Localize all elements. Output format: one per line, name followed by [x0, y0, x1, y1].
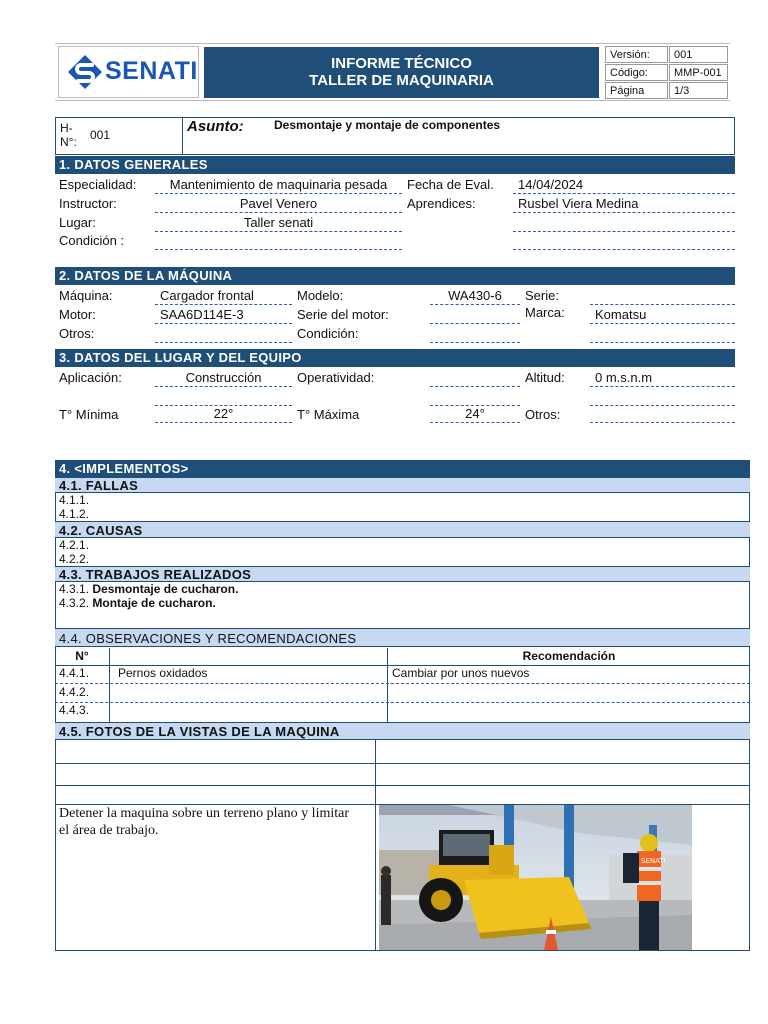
trabajo-2-text: Montaje de cucharon. [92, 596, 216, 610]
photo-hline-1 [55, 763, 750, 764]
report-hn-divider [182, 117, 183, 155]
maquina-value: Cargador frontal [155, 288, 292, 305]
altitud-label: Altitud: [525, 370, 565, 385]
condicion-value [155, 233, 402, 250]
photo-decal-text: SENATI [641, 857, 666, 865]
senati-logo-icon [67, 54, 103, 90]
section2-title: 2. DATOS DE LA MÁQUINA [55, 267, 735, 285]
hn-label: H-N°: [60, 121, 77, 149]
header-title-box [204, 47, 599, 98]
altitud-value: 0 m.s.n.m [590, 370, 735, 387]
obs-col-num-header: N° [75, 649, 89, 663]
section1-title: 1. DATOS GENERALES [55, 156, 735, 174]
instructor-value: Pavel Venero [155, 196, 402, 213]
condicion-label: Condición : [59, 233, 125, 248]
modelo-label: Modelo: [297, 288, 344, 303]
lugar-value: Taller senati [155, 215, 402, 232]
trabajo-1 [59, 582, 238, 596]
condicion-extra-value [590, 326, 735, 343]
trabajo-1-num: 4.3.1. [59, 582, 90, 596]
tmax-value: 24° [430, 406, 520, 423]
aprendices-value: Rusbel Viera Medina [513, 196, 735, 213]
lugar-extra-line [513, 215, 735, 232]
meta-page-label: Página [605, 82, 668, 99]
meta-version-value: 001 [669, 46, 728, 63]
falla-2: 4.1.2. [59, 507, 90, 521]
instructor-label: Instructor: [59, 196, 117, 211]
operatividad-value [430, 370, 520, 387]
causa-1: 4.2.1. [59, 538, 90, 552]
obs-row-1-rec: Cambiar por unos nuevos [392, 666, 530, 680]
logo-text: SENATI [105, 57, 198, 85]
wheel-loader-photo [379, 805, 692, 950]
tmin-label: T° Mínima [59, 407, 119, 422]
obs-row-2-num: 4.4.2. [59, 685, 90, 699]
condicion-maquina-label: Condición: [297, 326, 359, 341]
trabajos-title: 4.3. TRABAJOS REALIZADOS [55, 566, 750, 582]
otros-lugar-label: Otros: [525, 407, 561, 422]
obs-title: 4.4. OBSERVACIONES Y RECOMENDACIONES [55, 628, 750, 647]
obs-row-3 [55, 703, 750, 722]
hn-value: 001 [90, 128, 111, 142]
aplicacion-line2 [155, 389, 292, 406]
motor-value: SAA6D114E-3 [155, 307, 292, 324]
lugar-label: Lugar: [59, 215, 96, 230]
asunto-value: Desmontaje y montaje de componentes [274, 118, 501, 132]
otros-value [155, 326, 292, 343]
fotos-title: 4.5. FOTOS DE LA VISTAS DE LA MAQUINA [55, 722, 750, 740]
condicion-maquina-value [430, 326, 520, 343]
serie-motor-label: Serie del motor: [297, 307, 389, 322]
meta-page-value: 1/3 [669, 82, 728, 99]
fallas-title: 4.1. FALLAS [55, 478, 750, 493]
photo-caption: Detener la maquina sobre un terreno plano y limitar el área de trabajo. [59, 806, 350, 838]
tmax-label: T° Máxima [297, 407, 360, 422]
trabajo-1-text: Desmontaje de cucharon. [92, 582, 239, 596]
operatividad-label: Operatividad: [297, 370, 375, 385]
otros-lugar-value [590, 406, 735, 423]
fecha-value: 14/04/2024 [513, 177, 735, 194]
serie-value [590, 288, 735, 305]
logo-box [58, 46, 199, 98]
causa-2: 4.2.2. [59, 552, 90, 566]
aplicacion-value: Construcción [155, 370, 292, 387]
fecha-label: Fecha de Eval. [407, 177, 494, 192]
aprendices-label: Aprendices: [407, 196, 476, 211]
causas-title: 4.2. CAUSAS [55, 521, 750, 538]
obs-row-1-num: 4.4.1. [59, 666, 90, 680]
motor-label: Motor: [59, 307, 96, 322]
altitud-line2 [590, 389, 735, 406]
condicion-extra-line [513, 233, 735, 250]
serie-motor-value [430, 307, 520, 324]
marca-label: Marca: [525, 305, 565, 320]
maquina-label: Máquina: [59, 288, 113, 303]
obs-row-3-num: 4.4.3. [59, 703, 90, 717]
obs-row-2 [55, 684, 750, 703]
operatividad-line2 [430, 389, 520, 406]
photo-hline-2 [55, 785, 750, 786]
section4-title: 4. <IMPLEMENTOS> [55, 460, 750, 478]
especialidad-value: Mantenimiento de maquinaria pesada [155, 177, 402, 194]
meta-code-label: Código: [605, 64, 668, 81]
otros-label: Otros: [59, 326, 95, 341]
marca-value: Komatsu [590, 307, 735, 324]
tmin-value: 22° [155, 406, 292, 423]
trabajo-2 [59, 596, 216, 610]
aplicacion-label: Aplicación: [59, 370, 122, 385]
trabajo-2-num: 4.3.2. [59, 596, 90, 610]
meta-code-value: MMP-001 [669, 64, 728, 81]
falla-1: 4.1.1. [59, 493, 90, 507]
serie-label: Serie: [525, 288, 559, 303]
header-title-line1: INFORME TÉCNICO [331, 55, 472, 72]
especialidad-label: Especialidad: [59, 177, 137, 192]
obs-col-rec-header: Recomendación [522, 649, 616, 663]
header-title-line2: TALLER DE MAQUINARIA [309, 72, 494, 89]
section3-title: 3. DATOS DEL LUGAR Y DEL EQUIPO [55, 349, 735, 367]
photo-vline [375, 740, 376, 951]
obs-row-1-obs: Pernos oxidados [118, 666, 208, 680]
asunto-label: Asunto: [187, 118, 244, 135]
meta-version-label: Versión: [605, 46, 668, 63]
modelo-value: WA430-6 [430, 288, 520, 305]
